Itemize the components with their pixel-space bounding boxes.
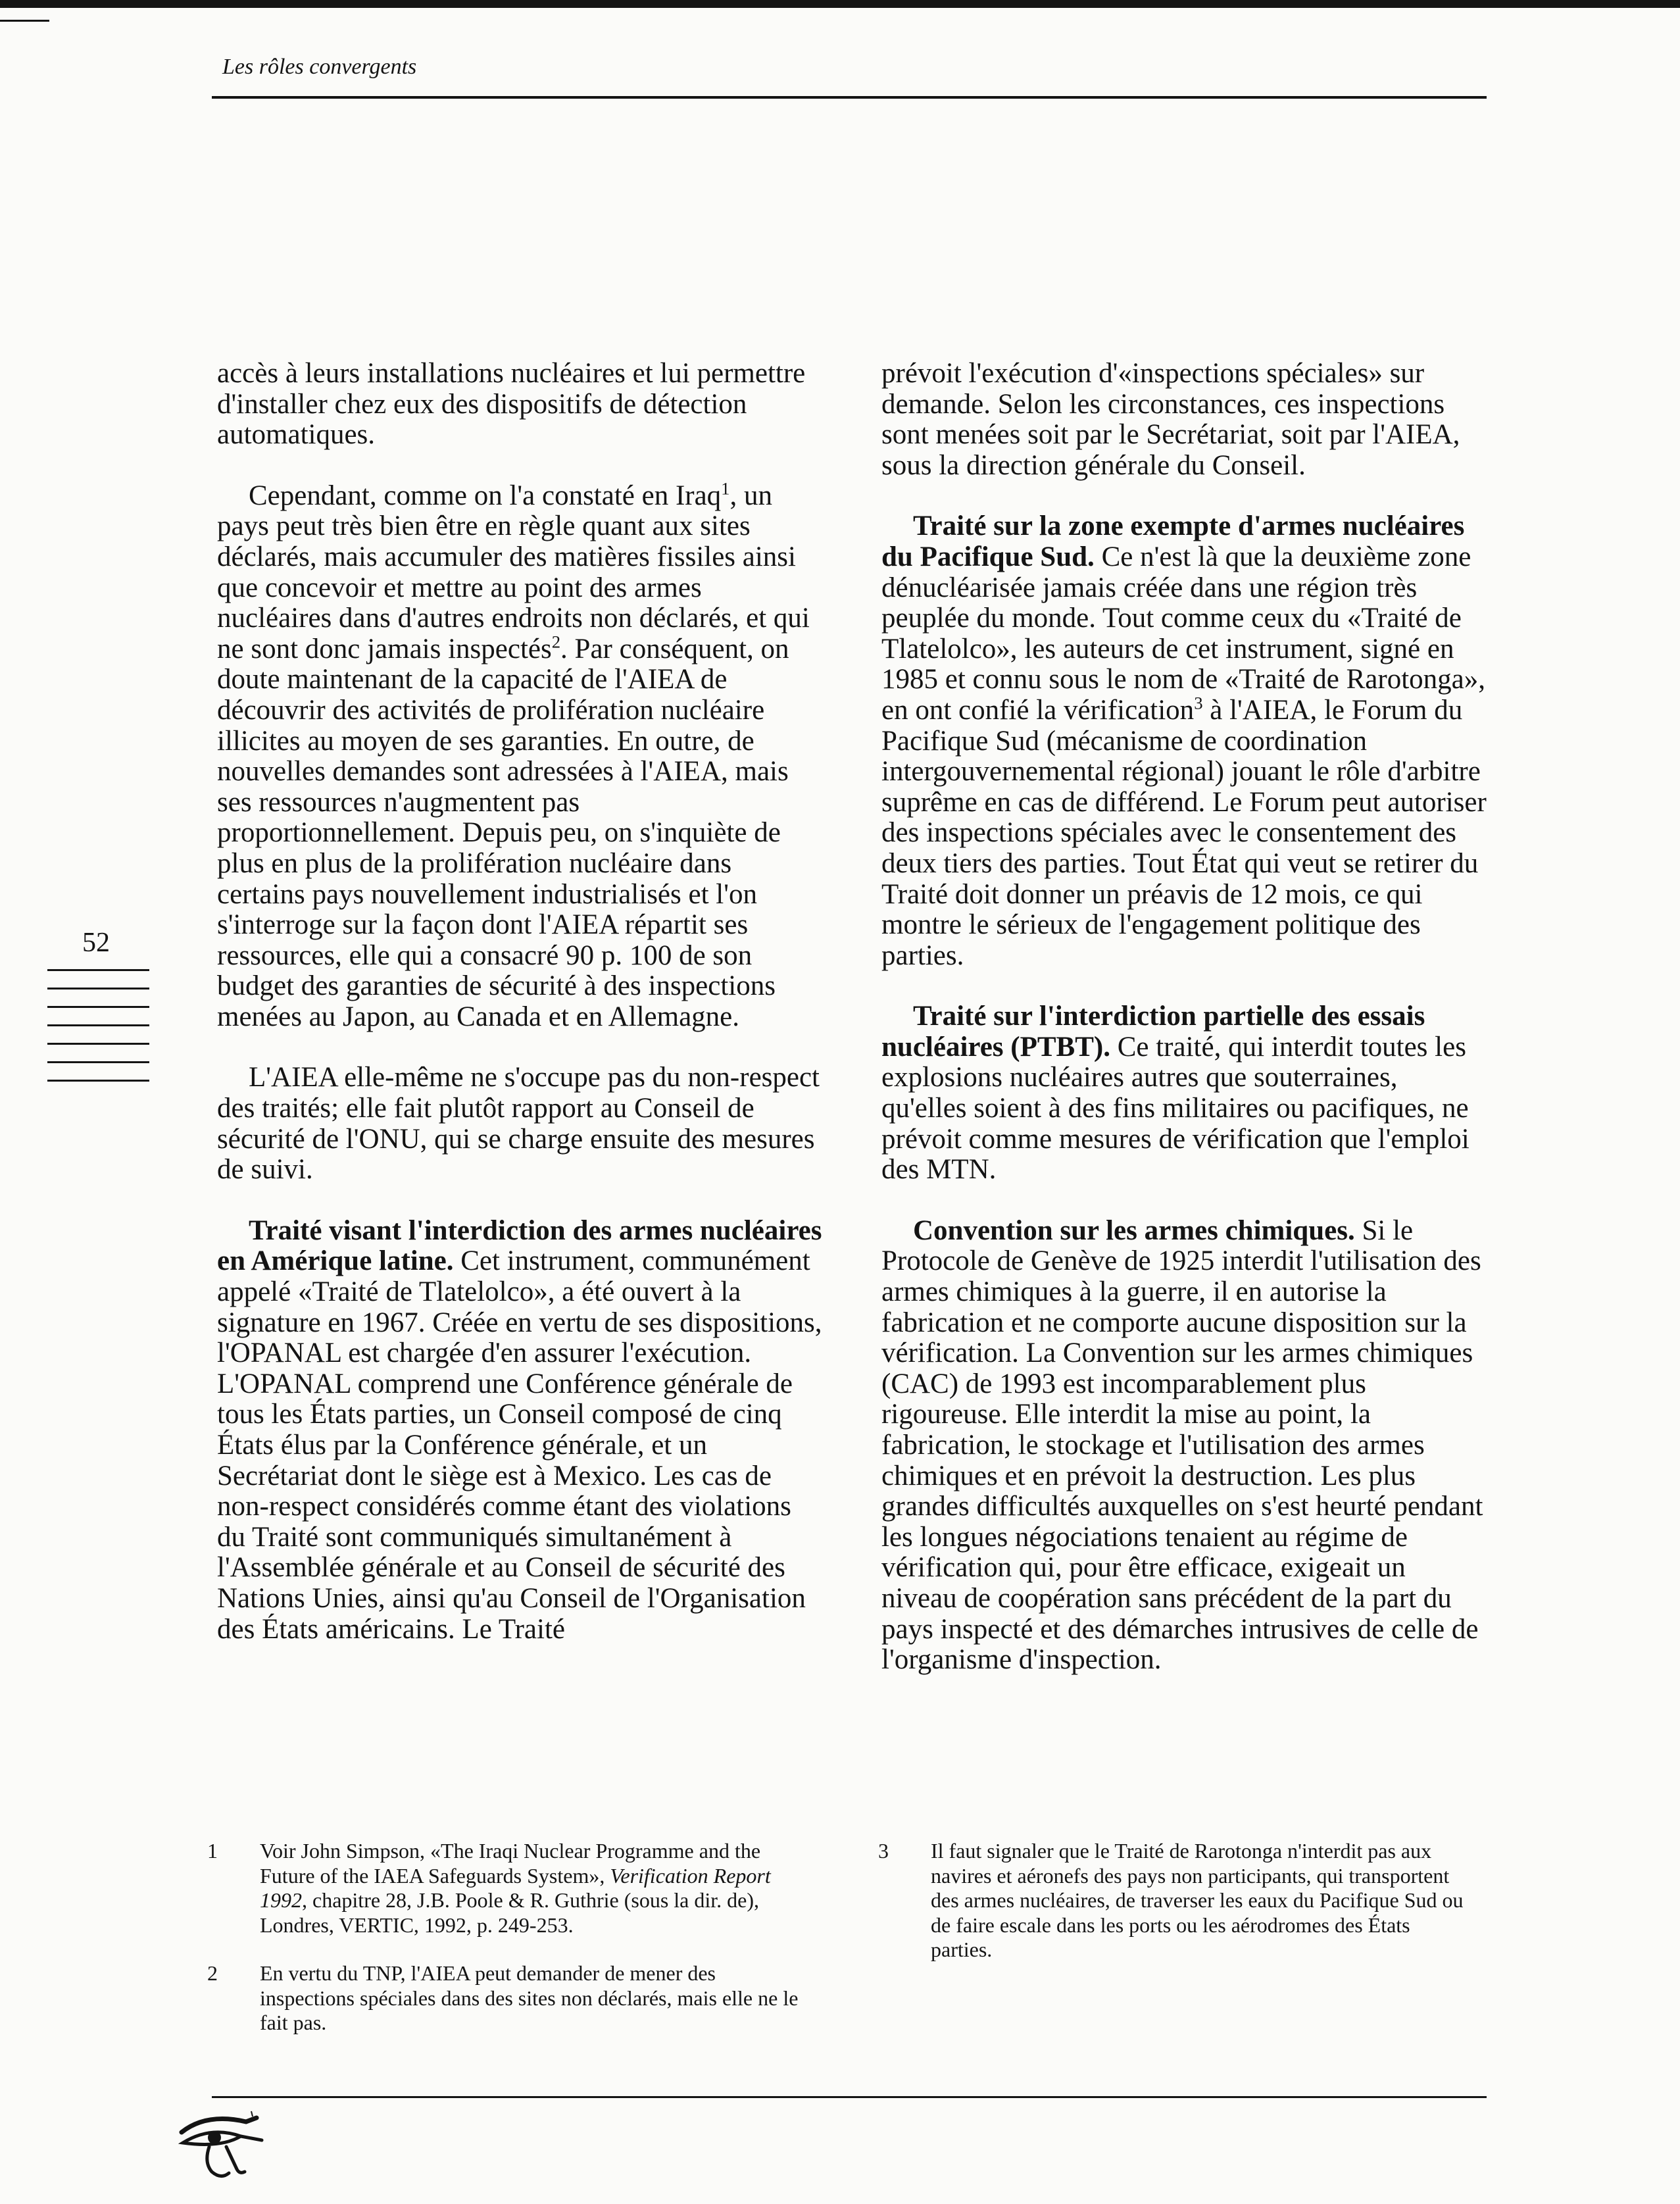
section-heading-rarotonga: Traité sur la zone exempte d'armes nucléaires du Pacifique Sud.: [881, 511, 1465, 572]
footnote-number: 3: [878, 1839, 889, 1863]
margin-line: [47, 1006, 149, 1008]
footnote-number: 1: [207, 1839, 218, 1863]
footnote-ref-2[interactable]: 2: [551, 632, 561, 652]
top-edge-rule: [0, 0, 1680, 8]
section-heading-ptbt: Traité sur l'interdiction partielle des essais nucléaires (PTBT).: [881, 1001, 1425, 1063]
margin-line: [47, 1080, 149, 1082]
footer-rule: [212, 2096, 1487, 2098]
margin-line: [47, 988, 149, 989]
paragraph-cac: Convention sur les armes chimiques. Si le Protocole de Genève de 1925 interdit l'utilisation des armes chimiques à la guerre, il en autorise la fabrication et ne comporte aucune disposition sur la vérification. La Convention sur les armes chimiques (CAC) de 1993 est incomparablement plus rigoureuse. Elle interdit la mise au point, la fabrication, le stockage et l'utilisation des armes chimiques et en prévoit la destruction. Les plus grandes difficultés auxquelles on s'est heurté pendant les longues négociations tenaient au régime de vérification qui, pour être efficace, exigeait un niveau de coopération sans précédent de la part du pays inspecté et des démarches intrusives de celle de l'organisme d'inspection.: [881, 1215, 1483, 1676]
paragraph-ptbt: Traité sur l'interdiction partielle des essais nucléaires (PTBT). Ce traité, qui interdit toutes les explosions nucléaires autres que souterraines, qu'elles soient à des fins militaires ou pacifiques, ne prévoit comme mesures de vérification que l'emploi des MTN.: [881, 1001, 1470, 1186]
footnote-text: En vertu du TNP, l'AIEA peut demander de mener des inspections spéciales dans des sites non déclarés, mais elle ne le fait pas.: [260, 1961, 799, 2034]
footnote-number: 2: [207, 1961, 218, 1985]
footnotes-left: [207, 1839, 799, 2036]
margin-line: [47, 1024, 149, 1026]
paragraph-tlatelolco: Traité visant l'interdiction des armes nucléaires en Amérique latine. Cet instrument, communément appelé «Traité de Tlatelolco», a été ouvert à la signature en 1967. Créée en vertu de ses dispositions, l'OPANAL est chargée d'en assurer l'exécution. L'OPANAL comprend une Conférence générale de tous les États parties, un Conseil composé de cinq États élus par la Conférence générale, et un Secrétariat dont le siège est à Mexico. Les cas de non-respect considérés comme étant des violations du Traité sont communiqués simultanément à l'Assemblée générale et au Conseil de sécurité des Nations Unies, ainsi qu'au Conseil de l'Organisation des États américains. Le Traité: [217, 1215, 822, 1645]
margin-decoration-lines: [47, 969, 149, 1098]
left-column: [217, 359, 822, 1645]
right-column: [881, 359, 1487, 1676]
paragraph-continuation-right: prévoit l'exécution d'«inspections spéciales» sur demande. Selon les circonstances, ces inspections sont menées soit par le Secrétariat, soit par l'AIEA, sous la direction générale du Conseil.: [881, 358, 1460, 481]
margin-line: [47, 969, 149, 971]
header-rule: [212, 96, 1487, 99]
paragraph-aiea: L'AIEA elle-même ne s'occupe pas du non-respect des traités; elle fait plutôt rapport au Conseil de sécurité de l'ONU, qui se charge ensuite des mesures de suivi.: [217, 1062, 820, 1186]
footnote-text: Voir John Simpson, «The Iraqi Nuclear Programme and the Future of the IAEA Safeguards System», Verification Report 1992, chapitre 28, J.B. Poole & R. Guthrie (sous la dir. de), Londres, VERTIC, 1992, p. 249-253.: [260, 1839, 771, 1937]
footnote-ref-1[interactable]: 1: [721, 478, 730, 499]
section-heading-cac: Convention sur les armes chimiques.: [913, 1215, 1355, 1246]
running-header: Les rôles convergents: [222, 55, 417, 79]
paragraph-rarotonga: Traité sur la zone exempte d'armes nucléaires du Pacifique Sud. Ce n'est là que la deuxième zone dénucléarisée jamais créée dans une région très peuplée du monde. Tout comme ceux du «Traité de Tlatelolco», les auteurs de cet instrument, signé en 1985 et connu sous le nom de «Traité de Rarotonga», en ont confié la vérification$^3$ à l'AIEA, le Forum du Pacifique Sud (mécanisme de coordination intergouvernemental régional) jouant le rôle d'arbitre suprême en cas de différend. Le Forum peut autoriser des inspections spéciales avec le consentement des deux tiers des parties. Tout État qui veut se retirer du Traité doit donner un préavis de 12 mois, ce qui montre le sérieux de l'engagement politique des parties.: [881, 511, 1487, 971]
top-corner-mark: [0, 20, 49, 22]
page-number: 52: [82, 928, 110, 958]
section-heading-tlatelolco: Traité visant l'interdiction des armes nucléaires en Amérique latine.: [217, 1215, 822, 1277]
eye-of-horus-icon: [172, 2109, 271, 2188]
footnote-ref-3[interactable]: 3: [1194, 693, 1203, 713]
footnote-text: Il faut signaler que le Traité de Rarotonga n'interdit pas aux navires et aéronefs des pays non participants, qui transportent des armes nucléaires, de traverser les eaux du Pacifique Sud ou de faire escale dans les ports ou les aérodromes des États parties.: [931, 1839, 1464, 1961]
footnotes-right: [878, 1839, 1470, 1963]
footnote-1: [207, 1839, 799, 1938]
footnote-2: [207, 1961, 799, 2036]
margin-line: [47, 1061, 149, 1063]
paragraph-iraq: Cependant, comme on l'a constaté en Iraq$^1$, un pays peut très bien être en règle quant aux sites déclarés, mais accumuler des matières fissiles ainsi que concevoir et mettre au point des armes nucléaires dans d'autres endroits non déclarés, et qui ne sont donc jamais inspectés$^2$. Par conséquent, on doute maintenant de la capacité de l'AIEA de découvrir des activités de prolifération nucléaire illicites au moyen de ses garanties. En outre, de nouvelles demandes sont adressées à l'AIEA, mais ses ressources n'augmentent pas proportionnellement. Depuis peu, on s'inquiète de plus en plus de la prolifération nucléaire dans certains pays nouvellement industrialisés et l'on s'interroge sur la façon dont l'AIEA répartit ses ressources, elle qui a consacré 90 p. 100 de son budget des garanties de sécurité à des inspections menées au Japon, au Canada et en Allemagne.: [217, 478, 810, 1032]
paragraph-continuation: accès à leurs installations nucléaires et lui permettre d'installer chez eux des dispositifs de détection automatiques.: [217, 358, 806, 451]
margin-line: [47, 1043, 149, 1045]
footnote-3: [878, 1839, 1470, 1963]
